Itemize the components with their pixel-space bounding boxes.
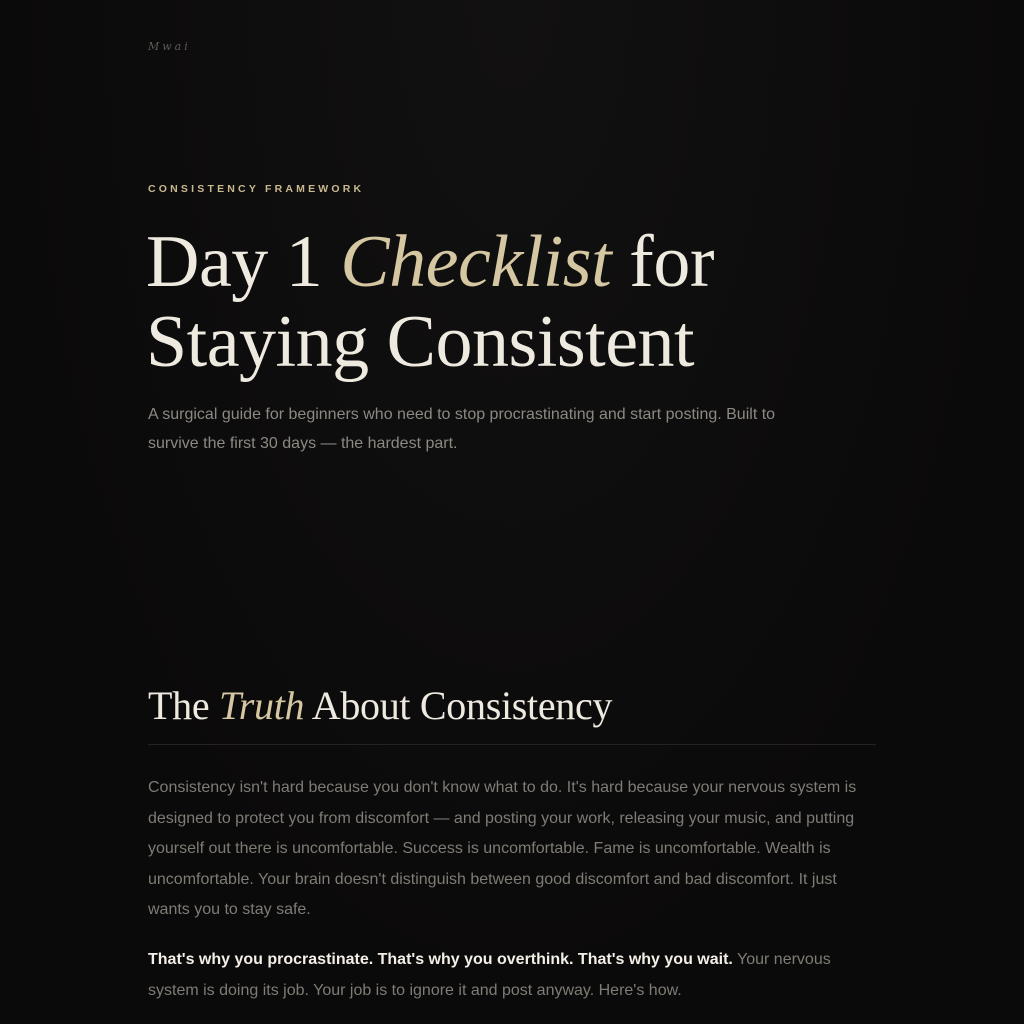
section-divider	[148, 744, 876, 745]
section-title-part1: The	[148, 683, 219, 728]
section-paragraph-2-emphasis: That's why you procrastinate. That's why you overthink. That's why you wait.	[148, 951, 733, 968]
hero-title-part1: Day 1	[146, 221, 341, 303]
section-paragraph-2	[148, 945, 878, 1006]
section-title-accent: Truth	[219, 683, 305, 728]
section-title	[148, 682, 612, 730]
section-paragraph-2-rest: Your nervous system is doing its job. Your job is to ignore it and post anyway. Here's how.	[148, 951, 831, 999]
brand-logo[interactable]: Mwai	[148, 40, 191, 53]
hero-title	[146, 222, 906, 382]
hero-title-accent: Checklist	[340, 221, 612, 303]
hero-eyebrow: CONSISTENCY FRAMEWORK	[148, 183, 365, 195]
section-paragraph-1: Consistency isn't hard because you don't know what to do. It's hard because your nervous system is designed to protect you from discomfort — and posting your work, releasing your music, and putting yourself out there is uncomfortable. Success is uncomfortable. Fame is uncomfortable. Wealth is uncomfortable. Your brain doesn't distinguish between good discomfort and bad discomfort. It just wants you to stay safe.	[148, 779, 857, 918]
hero-subtitle: A surgical guide for beginners who need to stop procrastinating and start posting. Built to survive the first 30 days — the hardest part.	[148, 406, 776, 452]
section-title-part2: About Consistency	[304, 683, 613, 728]
hero-title-part2: for Staying Consistent	[146, 221, 714, 383]
